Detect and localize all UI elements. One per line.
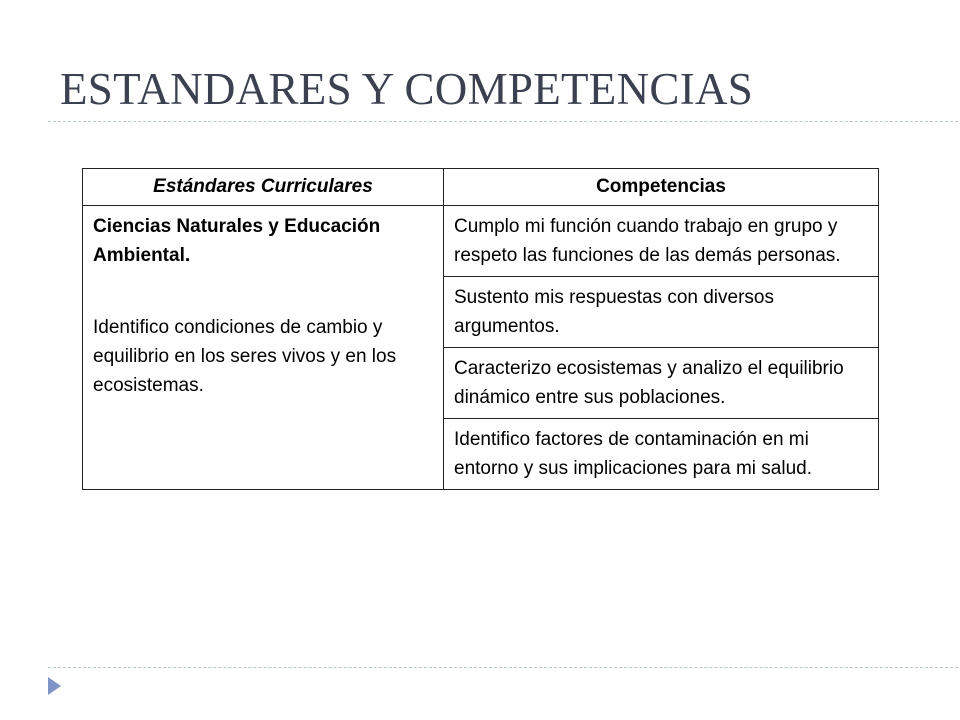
competency-cell: Identifico factores de contaminación en mi entorno y sus implicaciones para mi salud. (444, 419, 879, 490)
footer-divider (48, 667, 960, 668)
standard-description: Identifico condiciones de cambio y equilibrio en los seres vivos y en los ecosistemas. (93, 317, 397, 396)
table-row (83, 206, 879, 277)
standards-competencies-table (82, 168, 879, 490)
header-standards: Estándares Curriculares (83, 169, 444, 206)
competency-cell: Cumplo mi función cuando trabajo en grupo y respeto las funciones de las demás personas. (444, 206, 879, 277)
competency-cell: Sustento mis respuestas con diversos argumentos. (444, 277, 879, 348)
title-divider (48, 121, 960, 122)
standard-area-title: Ciencias Naturales y Educación Ambiental. (93, 216, 381, 266)
standard-cell (83, 206, 444, 490)
table-header-row (83, 169, 879, 206)
competency-cell: Caracterizo ecosistemas y analizo el equilibrio dinámico entre sus poblaciones. (444, 348, 879, 419)
slide-title: ESTANDARES Y COMPETENCIAS (60, 64, 754, 114)
triangle-right-icon (48, 677, 61, 695)
header-competencies: Competencias (444, 169, 879, 206)
